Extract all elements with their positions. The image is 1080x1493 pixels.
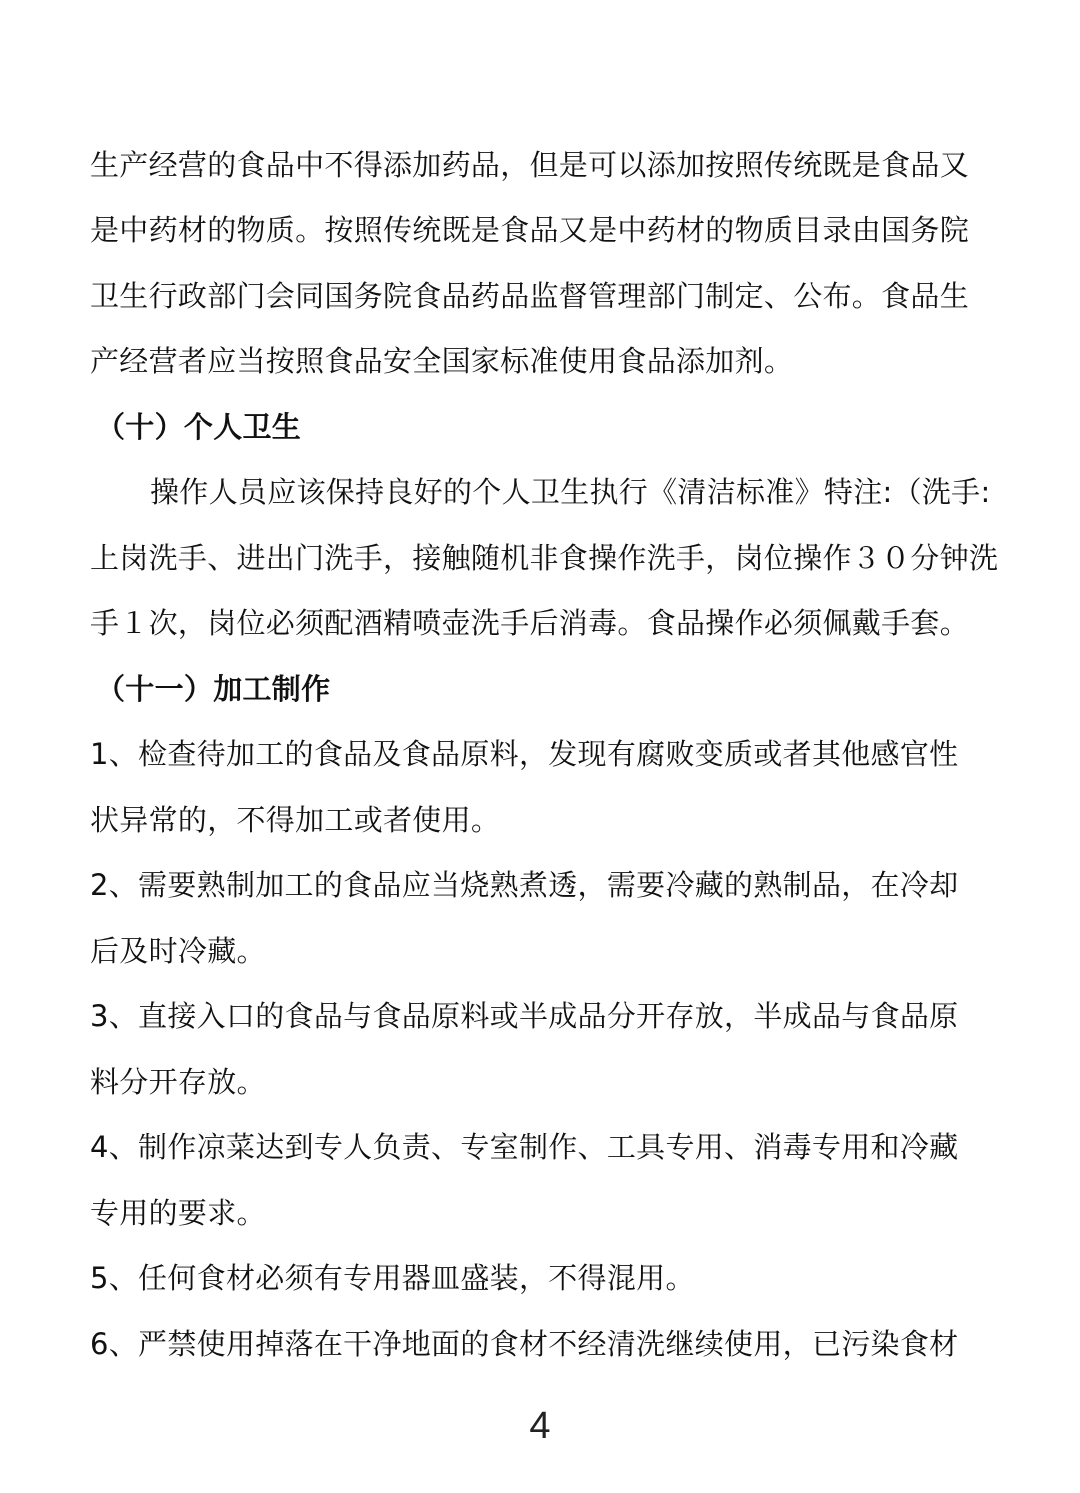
list-item-line: 状异常的，不得加工或者使用。 xyxy=(90,803,501,837)
list-item-line: 3、直接入口的食品与食品原料或半成品分开存放，半成品与食品原 xyxy=(90,999,959,1033)
list-item-line: 2、需要熟制加工的食品应当烧熟煮透，需要冷藏的熟制品，在冷却 xyxy=(90,868,959,902)
paragraph-line: 卫生行政部门会同国务院食品药品监督管理部门制定、公布。食品生 xyxy=(90,279,970,313)
list-item-line: 6、严禁使用掉落在干净地面的食材不经清洗继续使用，已污染食材 xyxy=(90,1327,959,1361)
paragraph-line: 产经营者应当按照食品安全国家标准使用食品添加剂。 xyxy=(90,344,794,378)
list-item-line: 5、任何食材必须有专用器皿盛装，不得混用。 xyxy=(90,1261,695,1295)
list-item-line: 4、制作凉菜达到专人负责、专室制作、工具专用、消毒专用和冷藏 xyxy=(90,1130,959,1164)
paragraph-line: 操作人员应该保持良好的个人卫生执行《清洁标准》特注:（洗手: xyxy=(150,475,991,509)
list-item-line: 后及时冷藏。 xyxy=(90,934,266,968)
paragraph-line: 手１次，岗位必须配酒精喷壶洗手后消毒。食品操作必须佩戴手套。 xyxy=(90,606,970,640)
list-item-line: 专用的要求。 xyxy=(90,1196,266,1230)
paragraph-line: 上岗洗手、进出门洗手，接触随机非食操作洗手，岗位操作３０分钟洗 xyxy=(90,541,999,575)
paragraph-line: 生产经营的食品中不得添加药品，但是可以添加按照传统既是食品又 xyxy=(90,148,970,182)
paragraph-line: 是中药材的物质。按照传统既是食品又是中药材的物质目录由国务院 xyxy=(90,213,970,247)
list-item-line: 料分开存放。 xyxy=(90,1065,266,1099)
list-item-line: 1、检查待加工的食品及食品原料，发现有腐败变质或者其他感官性 xyxy=(90,737,959,771)
section-heading: （十一）加工制作 xyxy=(96,672,331,706)
section-heading: （十）个人卫生 xyxy=(96,410,302,444)
page-number: 4 xyxy=(529,1405,551,1447)
